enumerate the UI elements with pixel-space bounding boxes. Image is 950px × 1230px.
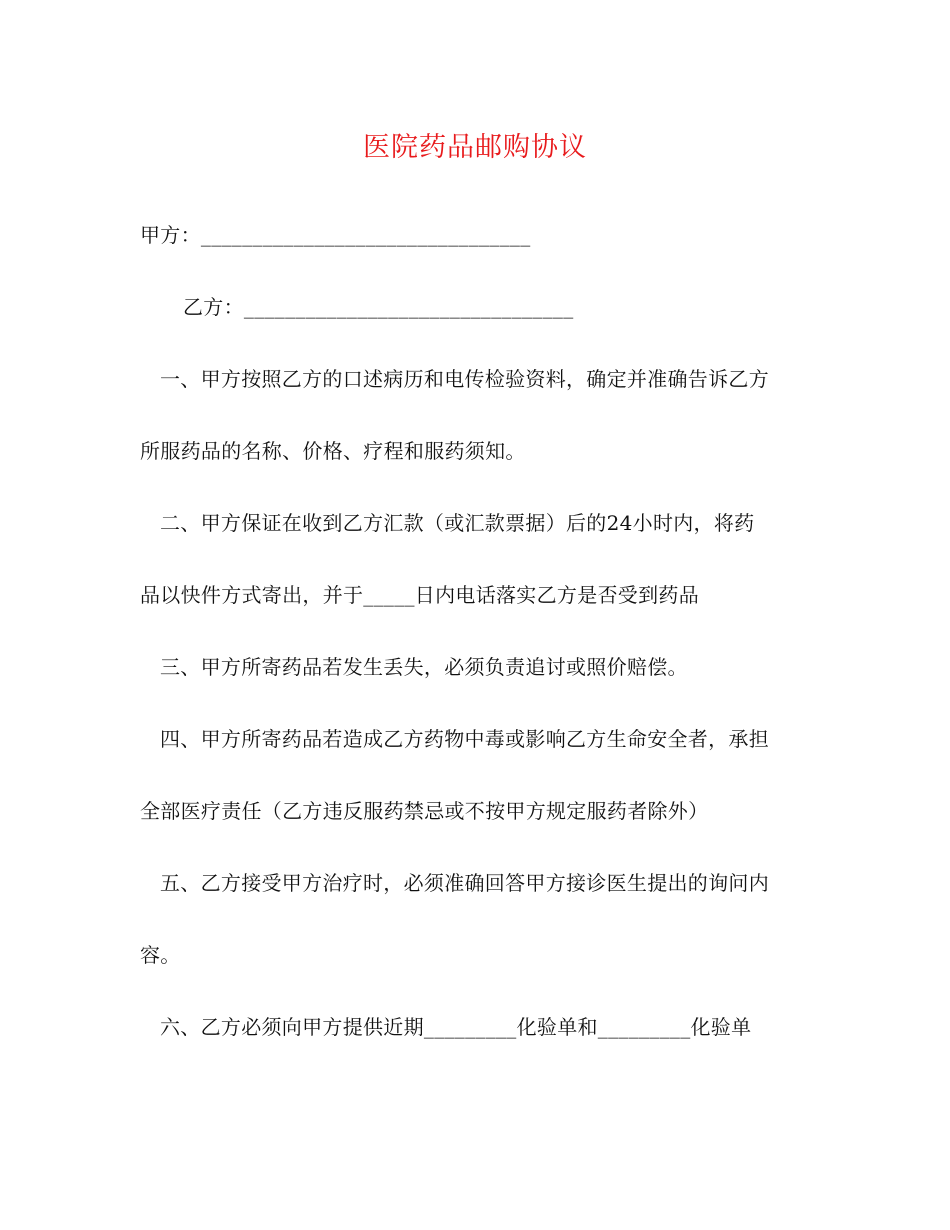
clause-2-line-2: 品以快件方式寄出，并于_____日内电话落实乙方是否受到药品 — [140, 583, 699, 607]
clause-5-line-2: 容。 — [140, 943, 181, 967]
document-title: 医院药品邮购协议 — [363, 132, 587, 163]
party-a-line: 甲方：________________________________ — [140, 223, 531, 247]
clause-5-line-1: 五、乙方接受甲方治疗时，必须准确回答甲方接诊医生提出的询问内 — [160, 871, 769, 895]
clause-6-line-1: 六、乙方必须向甲方提供近期_________化验单和_________化验单 — [160, 1015, 752, 1039]
clause-1-line-1: 一、甲方按照乙方的口述病历和电传检验资料，确定并准确告诉乙方 — [160, 367, 769, 391]
clause-3-line-1: 三、甲方所寄药品若发生丢失，必须负责追讨或照价赔偿。 — [160, 655, 688, 679]
clause-4-line-2: 全部医疗责任（乙方违反服药禁忌或不按甲方规定服药者除外） — [140, 799, 709, 823]
clause-1-line-2: 所服药品的名称、价格、疗程和服药须知。 — [140, 439, 526, 463]
clause-2-line-1: 二、甲方保证在收到乙方汇款（或汇款票据）后的24小时内，将药 — [160, 511, 755, 535]
party-b-line: 乙方：________________________________ — [183, 295, 574, 319]
clause-4-line-1: 四、甲方所寄药品若造成乙方药物中毒或影响乙方生命安全者，承担 — [160, 727, 769, 751]
